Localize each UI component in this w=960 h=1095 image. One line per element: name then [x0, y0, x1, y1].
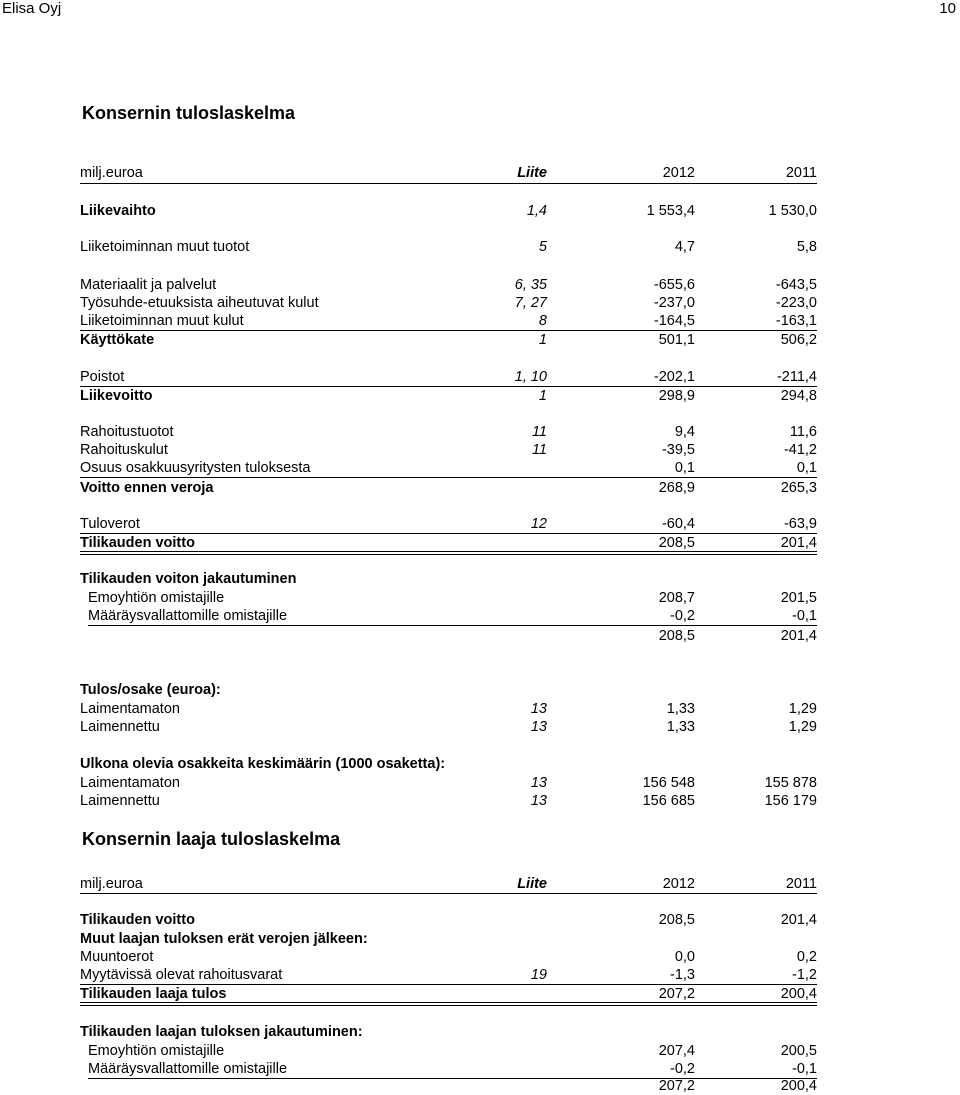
- row-note: 7, 27: [514, 295, 547, 311]
- row-value-2011: 1 530,0: [768, 203, 817, 219]
- row-value-2012: -39,5: [661, 442, 695, 458]
- table-row: [80, 718, 817, 736]
- row-value-2012: 208,7: [658, 590, 695, 606]
- row-value-2012: -1,3: [670, 967, 695, 983]
- row-value-2011: 294,8: [780, 388, 817, 404]
- table-row: [80, 479, 817, 497]
- row-label: Liiketoiminnan muut tuotot: [80, 239, 250, 255]
- section-heading-row: [80, 681, 817, 699]
- table-row: [80, 1060, 817, 1078]
- row-label: Tilikauden voitto: [80, 912, 195, 928]
- page-number: 10: [939, 0, 956, 17]
- table-row: [80, 589, 817, 607]
- row-value-2012: 207,4: [658, 1043, 695, 1059]
- row-value-2011: 11,6: [789, 424, 817, 440]
- total-double-rule: [80, 1002, 817, 1006]
- section-heading-row: [80, 1023, 817, 1041]
- row-label: Tilikauden laaja tulos: [80, 986, 227, 1002]
- table-row: [80, 238, 817, 256]
- header-rule: [80, 183, 817, 184]
- table-row: [80, 792, 817, 810]
- column-header-row: [80, 164, 817, 182]
- unit-label: milj.euroa: [80, 165, 143, 181]
- row-value-2012: -202,1: [653, 369, 695, 385]
- total-double-rule: [80, 551, 817, 555]
- row-value-2012: 1,33: [666, 719, 695, 735]
- row-label: Tilikauden voitto: [80, 535, 195, 551]
- row-note: 5: [538, 239, 547, 255]
- row-note: 13: [530, 775, 547, 791]
- table-row: [80, 1042, 817, 1060]
- row-note: 13: [530, 719, 547, 735]
- table-row: [80, 515, 817, 533]
- row-label: Rahoituskulut: [80, 442, 168, 458]
- table-row: [80, 774, 817, 792]
- total-value-2011: 200,4: [780, 1078, 817, 1094]
- row-label: Liikevaihto: [80, 203, 156, 219]
- table-row: [80, 202, 817, 220]
- row-value-2012: 9,4: [674, 424, 695, 440]
- row-value-2012: 1 553,4: [646, 203, 695, 219]
- total-row: [80, 627, 817, 645]
- table-row: [80, 294, 817, 312]
- row-note: 13: [530, 701, 547, 717]
- row-value-2012: -164,5: [653, 313, 695, 329]
- total-value-2011: 201,4: [780, 628, 817, 644]
- table-row: [80, 423, 817, 441]
- row-note: 13: [530, 793, 547, 809]
- company-name: Elisa Oyj: [2, 0, 62, 17]
- comprehensive-distribution-heading: Tilikauden laajan tuloksen jakautuminen:: [80, 1024, 363, 1040]
- row-label: Poistot: [80, 369, 125, 385]
- row-value-2012: 156 548: [642, 775, 695, 791]
- row-note: 19: [530, 967, 547, 983]
- row-label: Laimennettu: [80, 719, 160, 735]
- year-2012-header: 2012: [662, 876, 695, 892]
- row-value-2011: -63,9: [783, 516, 817, 532]
- table-row: [80, 387, 817, 405]
- row-label: Voitto ennen veroja: [80, 480, 214, 496]
- row-note: 6, 35: [514, 277, 547, 293]
- subtotal-rule: [88, 625, 817, 626]
- row-value-2012: 208,5: [658, 535, 695, 551]
- row-value-2011: 0,1: [796, 460, 817, 476]
- row-label: Laimentamaton: [80, 701, 180, 717]
- row-value-2012: 207,2: [658, 986, 695, 1002]
- row-value-2011: 200,4: [780, 986, 817, 1002]
- row-value-2011: -643,5: [775, 277, 817, 293]
- row-note: 11: [531, 442, 547, 458]
- oci-heading: Muut laajan tuloksen erät verojen jälkeen:: [80, 931, 368, 947]
- row-value-2012: -655,6: [653, 277, 695, 293]
- row-label: Laimentamaton: [80, 775, 180, 791]
- row-label: Liiketoiminnan muut kulut: [80, 313, 244, 329]
- row-value-2011: -211,4: [776, 369, 817, 385]
- section-heading-row: [80, 930, 817, 948]
- row-value-2012: 156 685: [642, 793, 695, 809]
- row-value-2011: -41,2: [783, 442, 817, 458]
- row-label: Materiaalit ja palvelut: [80, 277, 217, 293]
- table-row: [80, 966, 817, 984]
- row-value-2011: -0,1: [792, 608, 817, 624]
- table-row: [80, 368, 817, 386]
- year-2011-header: 2011: [785, 876, 817, 892]
- row-value-2011: -163,1: [775, 313, 817, 329]
- row-value-2012: 1,33: [666, 701, 695, 717]
- row-label: Tuloverot: [80, 516, 140, 532]
- subtotal-rule: [80, 477, 817, 478]
- row-label: Määräysvallattomille omistajille: [88, 1061, 288, 1077]
- total-value-2012: 207,2: [658, 1078, 695, 1094]
- income-statement-title: Konsernin tuloslaskelma: [82, 103, 296, 123]
- row-value-2012: 4,7: [674, 239, 695, 255]
- eps-heading: Tulos/osake (euroa):: [80, 682, 221, 698]
- table-row: [80, 276, 817, 294]
- table-row: [80, 312, 817, 330]
- section-heading-row: [80, 755, 817, 773]
- row-label: Myytävissä olevat rahoitusvarat: [80, 967, 283, 983]
- row-value-2011: 1,29: [788, 719, 817, 735]
- table-row: [80, 441, 817, 459]
- row-value-2011: 200,5: [780, 1043, 817, 1059]
- row-value-2012: 0,1: [674, 460, 695, 476]
- column-header-row: [80, 875, 817, 893]
- note-column-header: Liite: [517, 876, 547, 892]
- year-2012-header: 2012: [662, 165, 695, 181]
- table-row: [80, 700, 817, 718]
- row-note: 8: [538, 313, 547, 329]
- row-note: 12: [530, 516, 547, 532]
- row-value-2011: 506,2: [780, 332, 817, 348]
- row-value-2012: 208,5: [658, 912, 695, 928]
- unit-label: milj.euroa: [80, 876, 143, 892]
- row-note: 1,4: [526, 203, 547, 219]
- row-label: Laimennettu: [80, 793, 160, 809]
- row-label: Osuus osakkuusyritysten tuloksesta: [80, 460, 311, 476]
- row-value-2012: 0,0: [674, 949, 695, 965]
- shares-heading: Ulkona olevia osakkeita keskimäärin (1000 osaketta):: [80, 756, 446, 772]
- row-value-2012: 298,9: [658, 388, 695, 404]
- row-note: 1, 10: [514, 369, 547, 385]
- table-row: [80, 607, 817, 625]
- header-rule: [80, 893, 817, 894]
- table-row: [80, 985, 817, 1003]
- row-value-2012: -0,2: [670, 1061, 695, 1077]
- row-value-2011: 265,3: [780, 480, 817, 496]
- row-label: Rahoitustuotot: [80, 424, 174, 440]
- row-value-2011: -1,2: [792, 967, 817, 983]
- row-label: Emoyhtiön omistajille: [88, 590, 225, 606]
- row-note: 11: [531, 424, 547, 440]
- row-label: Määräysvallattomille omistajille: [88, 608, 288, 624]
- row-value-2011: 1,29: [788, 701, 817, 717]
- row-value-2011: 201,4: [780, 912, 817, 928]
- row-label: Muuntoerot: [80, 949, 154, 965]
- table-row: [80, 534, 817, 552]
- table-row: [80, 331, 817, 349]
- table-row: [80, 911, 817, 929]
- row-value-2012: -237,0: [653, 295, 695, 311]
- row-value-2011: -0,1: [792, 1061, 817, 1077]
- row-value-2012: -60,4: [661, 516, 695, 532]
- row-label: Liikevoitto: [80, 388, 153, 404]
- row-note: 1: [538, 388, 547, 404]
- row-value-2011: 201,4: [780, 535, 817, 551]
- table-row: [80, 459, 817, 477]
- row-value-2011: 5,8: [796, 239, 817, 255]
- row-value-2011: -223,0: [775, 295, 817, 311]
- row-value-2011: 155 878: [764, 775, 817, 791]
- row-value-2011: 0,2: [796, 949, 817, 965]
- section-heading-row: [80, 570, 817, 588]
- year-2011-header: 2011: [785, 165, 817, 181]
- total-value-2012: 208,5: [658, 628, 695, 644]
- row-label: Käyttökate: [80, 332, 155, 348]
- row-value-2011: 201,5: [780, 590, 817, 606]
- row-note: 1: [538, 332, 547, 348]
- row-value-2012: 268,9: [658, 480, 695, 496]
- row-value-2012: -0,2: [670, 608, 695, 624]
- note-column-header: Liite: [517, 165, 547, 181]
- row-label: Työsuhde-etuuksista aiheutuvat kulut: [80, 295, 319, 311]
- comprehensive-income-title: Konsernin laaja tuloslaskelma: [82, 829, 341, 849]
- row-value-2012: 501,1: [658, 332, 695, 348]
- table-row: [80, 948, 817, 966]
- row-label: Emoyhtiön omistajille: [88, 1043, 225, 1059]
- distribution-heading: Tilikauden voiton jakautuminen: [80, 571, 297, 587]
- row-value-2011: 156 179: [764, 793, 817, 809]
- total-row: [80, 1077, 817, 1095]
